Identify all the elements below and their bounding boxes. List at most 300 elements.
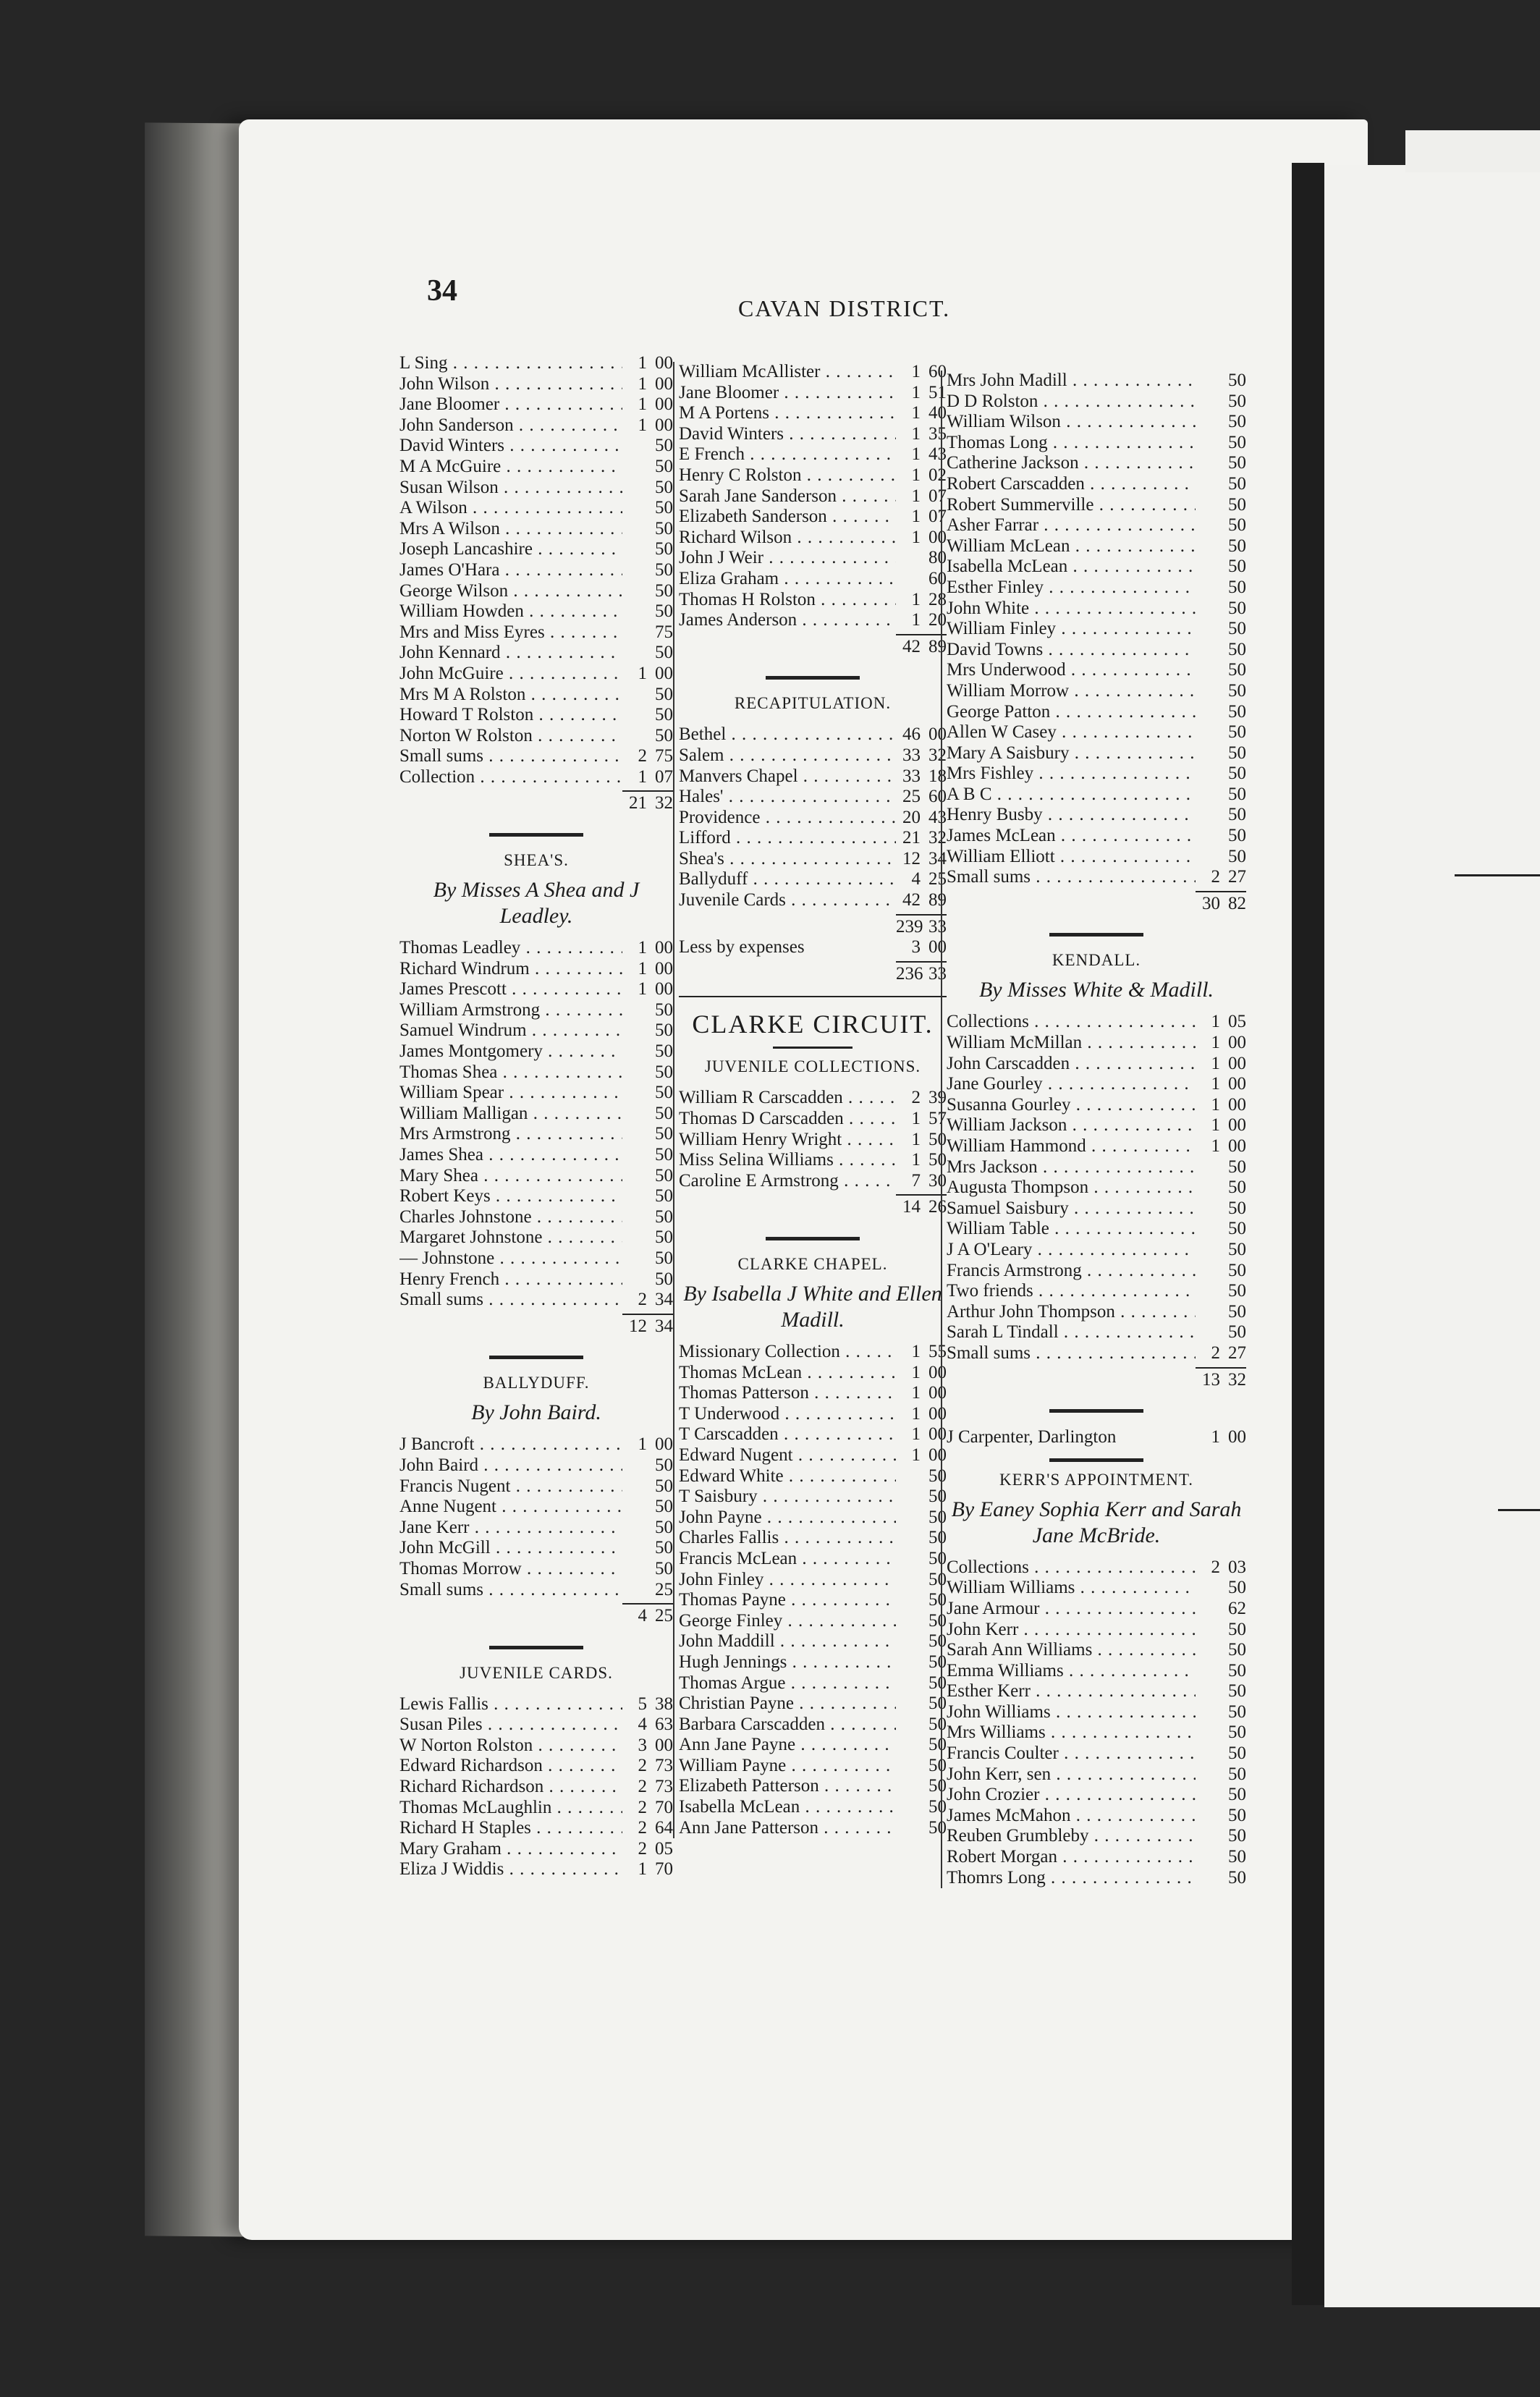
entry-cents: 05	[1228, 1012, 1246, 1032]
entry-row	[947, 1785, 1246, 1806]
entry-name: Thomas Morrow . . .	[399, 1559, 622, 1579]
entry-row	[399, 1166, 673, 1187]
entry-cents: 50	[655, 498, 673, 518]
entry-dollars: 1	[638, 979, 647, 999]
entry-cents: 50	[928, 1150, 947, 1170]
entry-name: Miss Selina Williams . . .	[679, 1150, 896, 1170]
entry-row	[947, 1343, 1246, 1364]
entry-name: Jane Bloomer . . .	[679, 383, 896, 403]
entry-name: Thomas Leadley . . .	[399, 938, 622, 958]
entry-name: Mrs Williams . . .	[947, 1722, 1196, 1743]
entry-name: Thomrs Long . . .	[947, 1868, 1196, 1888]
entry-name: Margaret Johnstone . . .	[399, 1227, 622, 1248]
entry-dollars: 13	[1202, 1369, 1220, 1390]
entry-cents: 50	[1228, 1681, 1246, 1701]
entry-name: Caroline E Armstrong . . .	[679, 1171, 896, 1191]
entry-cents: 07	[928, 507, 947, 527]
entry-name: William Table . . .	[947, 1219, 1196, 1239]
entry-name: James Shea . . .	[399, 1145, 622, 1165]
entry-name: Charles Johnstone . . .	[399, 1207, 622, 1227]
entry-row	[947, 1826, 1246, 1847]
entry-cents: 25	[655, 1606, 673, 1626]
entry-dollars: 5	[638, 1694, 647, 1714]
subscription-list	[399, 938, 673, 1311]
entry-cents: 50	[1228, 473, 1246, 494]
entry-name: William Armstrong . . .	[399, 1000, 622, 1020]
entry-row	[399, 519, 673, 540]
entry-row	[679, 1130, 947, 1151]
entry-name: Thomas Argue . . .	[679, 1673, 896, 1694]
entry-row	[679, 724, 947, 745]
entry-row	[947, 1557, 1246, 1578]
section-rule	[1049, 933, 1143, 937]
entry-name: Susan Wilson . . .	[399, 478, 622, 498]
entry-name: M A Portens . . .	[679, 403, 896, 423]
entry-cents: 50	[928, 1569, 947, 1589]
section-rule	[489, 1646, 583, 1649]
entry-cents: 50	[655, 456, 673, 476]
entry-dollars: 2	[638, 1756, 647, 1776]
entry-name: James O'Hara . . .	[399, 560, 622, 580]
page-tab	[1405, 130, 1540, 172]
entry-dollars: 33	[902, 766, 921, 786]
entry-row	[947, 392, 1246, 413]
entry-row	[947, 1620, 1246, 1641]
entry-name: — Johnstone . . .	[399, 1248, 622, 1269]
entry-cents: 50	[1228, 1660, 1246, 1681]
entry-row	[399, 1715, 673, 1736]
entry-dollars: 2	[1211, 867, 1220, 887]
entry-cents: 50	[928, 1694, 947, 1714]
entry-row	[679, 1776, 947, 1797]
entry-name: William McAllister . . .	[679, 362, 896, 382]
entry-row	[947, 894, 1246, 915]
entry-cents: 50	[655, 580, 673, 601]
entry-row	[947, 1322, 1246, 1343]
entry-cents: 50	[1228, 1578, 1246, 1598]
entry-cents: 43	[928, 807, 947, 827]
entry-row	[947, 1136, 1246, 1157]
entry-name: Elizabeth Sanderson . . .	[679, 507, 896, 527]
entry-cents: 60	[928, 787, 947, 807]
subscription-list	[947, 1012, 1246, 1364]
collectors-line: By Eaney Sophia Kerr and Sarah Jane McBride.	[951, 1497, 1242, 1547]
entry-cents: 07	[928, 486, 947, 506]
section-heading: KENDALL.	[1052, 951, 1141, 970]
entry-row	[947, 599, 1246, 620]
entry-row	[399, 436, 673, 457]
entry-row	[399, 1290, 673, 1311]
entry-row	[947, 1640, 1246, 1661]
entry-row	[947, 826, 1246, 847]
entry-name: T Underwood . . .	[679, 1404, 896, 1424]
entry-row	[679, 424, 947, 445]
entry-cents: 00	[1228, 1074, 1246, 1094]
entry-dollars: 4	[911, 869, 921, 889]
entry-row	[399, 1000, 673, 1021]
entry-cents: 02	[928, 465, 947, 485]
entry-cents: 50	[1228, 1178, 1246, 1198]
entry-cents: 73	[655, 1756, 673, 1776]
entry-dollars: 1	[911, 1362, 921, 1382]
entry-dollars: 14	[902, 1197, 921, 1217]
entry-cents: 34	[655, 1316, 673, 1336]
entry-name: Samuel Windrum . . .	[399, 1020, 622, 1041]
entry-row	[947, 1722, 1246, 1743]
entry-row	[679, 1197, 947, 1218]
entry-cents: 50	[1228, 494, 1246, 515]
entry-row	[679, 869, 947, 890]
entry-name: John Wilson . . .	[399, 374, 622, 394]
entry-dollars: 12	[629, 1316, 647, 1336]
column-2	[673, 362, 947, 1838]
entry-dollars: 1	[911, 444, 921, 465]
entry-name: William R Carscadden . . .	[679, 1088, 896, 1108]
entry-row	[947, 1302, 1246, 1323]
subscription-list	[947, 1557, 1246, 1889]
entry-row	[679, 1549, 947, 1570]
entry-row	[679, 808, 947, 829]
entry-row	[947, 536, 1246, 557]
entry-name: Shea's . . .	[679, 849, 896, 869]
entry-row	[399, 1316, 673, 1337]
entry-row	[399, 1227, 673, 1248]
entry-cents: 00	[655, 394, 673, 415]
entry-dollars: 1	[638, 373, 647, 394]
entry-cents: 50	[928, 1528, 947, 1548]
entry-row	[679, 1487, 947, 1508]
entry-name: Mrs A Wilson . . .	[399, 519, 622, 539]
section-total	[679, 1197, 947, 1218]
entry-name: Francis McLean . . .	[679, 1549, 896, 1569]
sum-line	[896, 961, 947, 963]
entry-dollars: 21	[629, 793, 647, 813]
entry-cents: 50	[1228, 1219, 1246, 1239]
entry-cents: 00	[655, 958, 673, 978]
entry-name: Providence . . .	[679, 808, 896, 828]
entry-cents: 50	[1228, 1619, 1246, 1639]
entry-name: Henry C Rolston . . .	[679, 465, 896, 486]
entry-name: William Payne . . .	[679, 1756, 896, 1776]
entry-cents: 62	[1228, 1598, 1246, 1618]
entry-cents: 32	[928, 745, 947, 765]
section-heading: KERR'S APPOINTMENT.	[999, 1470, 1194, 1489]
entry-cents: 60	[928, 362, 947, 381]
circuit-heading: CLARKE CIRCUIT.	[692, 1010, 934, 1039]
entry-name: James Anderson . . .	[679, 610, 896, 630]
entry-name: Ann Jane Patterson . . .	[679, 1818, 896, 1838]
entry-cents: 32	[655, 793, 673, 813]
subscription-list	[679, 362, 947, 631]
entry-dollars: 1	[1211, 1115, 1220, 1136]
entry-dollars: 3	[911, 937, 921, 957]
entry-cents: 27	[1228, 867, 1246, 887]
entry-name: David Winters . . .	[399, 436, 622, 456]
entry-name: John Baird . . .	[399, 1455, 622, 1476]
entry-cents: 50	[1228, 1260, 1246, 1280]
entry-name: Small sums . . .	[947, 1343, 1196, 1364]
entry-cents: 82	[1228, 893, 1246, 913]
entry-row	[947, 867, 1246, 888]
entry-name: Mary Shea . . .	[399, 1166, 622, 1186]
entry-cents: 00	[655, 663, 673, 683]
right-page	[1324, 165, 1540, 2307]
entry-row	[679, 1171, 947, 1192]
entry-cents: 50	[1228, 577, 1246, 597]
entry-name: Mary A Saisbury . . .	[947, 743, 1196, 764]
entry-name: Francis Nugent . . .	[399, 1476, 622, 1497]
entry-row	[947, 1427, 1246, 1448]
entry-cents: 50	[1228, 1785, 1246, 1805]
entry-name: Small sums . . .	[399, 1580, 622, 1600]
entry-dollars: 1	[638, 766, 647, 787]
entry-row	[679, 745, 947, 766]
entry-row	[679, 1590, 947, 1611]
entry-cents: 50	[1228, 826, 1246, 846]
entry-name: Elizabeth Patterson . . .	[679, 1776, 896, 1796]
entry-row	[947, 1157, 1246, 1178]
entry-cents: 50	[655, 1497, 673, 1517]
entry-cents: 40	[928, 403, 947, 423]
entry-cents: 55	[928, 1342, 947, 1361]
entry-name: William McLean . . .	[947, 536, 1196, 557]
entry-name: J Bancroft . . .	[399, 1434, 622, 1455]
entry-row	[399, 1062, 673, 1083]
entry-row	[947, 702, 1246, 723]
column-3	[941, 371, 1246, 1888]
entry-row	[679, 1631, 947, 1652]
entry-name: Emma Williams . . .	[947, 1661, 1196, 1681]
entry-name: Thomas Patterson . . .	[679, 1383, 896, 1403]
entry-cents: 00	[655, 1434, 673, 1455]
entry-row	[399, 601, 673, 622]
entry-name: T Saisbury . . .	[679, 1487, 896, 1507]
section-total	[399, 1606, 673, 1627]
entry-row	[399, 353, 673, 374]
entry-cents: 50	[655, 1517, 673, 1537]
entry-name: Susan Piles . . .	[399, 1715, 622, 1735]
entry-dollars: 7	[911, 1170, 921, 1191]
entry-name: William Howden . . .	[399, 601, 622, 622]
entry-row	[947, 1764, 1246, 1785]
entry-row	[399, 938, 673, 959]
entry-cents: 18	[928, 766, 947, 786]
entry-row	[399, 1736, 673, 1756]
entry-row	[679, 890, 947, 911]
entry-name: Thomas D Carscadden . . .	[679, 1109, 896, 1129]
entry-name: Isabella McLean . . .	[679, 1797, 896, 1817]
entry-dollars: 1	[638, 415, 647, 435]
entry-name: Richard Richardson . . .	[399, 1777, 622, 1797]
entry-row	[679, 1528, 947, 1549]
entry-cents: 50	[1228, 743, 1246, 763]
entry-cents: 89	[928, 890, 947, 910]
entry-row	[399, 1756, 673, 1777]
entry-name: Sarah Jane Sanderson . . .	[679, 486, 896, 507]
entry-row	[947, 515, 1246, 536]
entry-name: William Elliott . . .	[947, 847, 1196, 867]
entry-name: Thomas Shea . . .	[399, 1062, 622, 1083]
entry-row	[399, 374, 673, 395]
entry-row	[399, 1145, 673, 1166]
entry-cents: 50	[655, 1124, 673, 1144]
entry-name: Sarah L Tindall . . .	[947, 1322, 1196, 1343]
entry-name: David Winters . . .	[679, 424, 896, 444]
entry-row	[947, 1661, 1246, 1682]
entry-cents: 50	[655, 559, 673, 580]
subscription-list	[399, 353, 673, 787]
entry-row	[399, 685, 673, 706]
entry-cents: 70	[655, 1797, 673, 1817]
entry-dollars: 1	[911, 382, 921, 402]
entry-dollars: 1	[911, 465, 921, 485]
entry-name: David Towns . . .	[947, 640, 1196, 660]
entry-name: John Crozier . . .	[947, 1785, 1196, 1805]
entry-dollars: 236	[896, 963, 923, 984]
entry-row	[947, 557, 1246, 578]
entry-dollars: 1	[911, 527, 921, 547]
entry-cents: 26	[928, 1197, 947, 1217]
entry-row	[399, 1041, 673, 1062]
entry-name: Jane Bloomer . . .	[399, 394, 622, 415]
entry-cents: 50	[928, 1548, 947, 1568]
entry-row	[399, 979, 673, 1000]
sum-line	[1196, 1367, 1246, 1369]
entry-name: Collection . . .	[399, 767, 622, 787]
entry-name: Norton W Rolston . . .	[399, 726, 622, 746]
entry-cents: 27	[1228, 1343, 1246, 1363]
entry-row	[679, 486, 947, 507]
entry-cents: 34	[655, 1290, 673, 1310]
entry-cents: 70	[655, 1859, 673, 1880]
entry-dollars: 3	[638, 1735, 647, 1755]
entry-row	[399, 1476, 673, 1497]
entry-cents: 32	[1228, 1369, 1246, 1390]
entry-name: Bethel . . .	[679, 724, 896, 745]
entry-name: Lewis Fallis . . .	[399, 1694, 622, 1715]
entry-row	[679, 1404, 947, 1425]
recap-list	[679, 724, 947, 910]
entry-name: Christian Payne . . .	[679, 1694, 896, 1714]
entry-cents: 00	[1228, 1136, 1246, 1156]
entry-cents: 00	[1228, 1033, 1246, 1053]
entry-name: Asher Farrar . . .	[947, 515, 1196, 536]
subscription-list	[679, 1342, 947, 1838]
entry-row	[399, 1818, 673, 1839]
entry-row	[679, 444, 947, 465]
entry-dollars: 42	[902, 890, 921, 910]
entry-row	[399, 643, 673, 664]
entry-name: A B C . . .	[947, 785, 1196, 805]
entry-cents: 00	[655, 979, 673, 999]
entry-cents: 50	[1228, 805, 1246, 825]
entry-name: Ann Jane Payne . . .	[679, 1735, 896, 1755]
entry-cents: 73	[655, 1777, 673, 1797]
entry-cents: 50	[928, 1817, 947, 1838]
entry-cents: 00	[928, 1445, 947, 1465]
entry-row	[947, 1847, 1246, 1868]
entry-name: Henry Busby . . .	[947, 805, 1196, 825]
entry-dollars: 1	[911, 486, 921, 506]
entry-name: William McMillan . . .	[947, 1033, 1196, 1053]
entry-name: Mrs Underwood . . .	[947, 660, 1196, 680]
entry-name: Collections . . .	[947, 1557, 1196, 1578]
entry-dollars: 239	[896, 916, 923, 937]
entry-cents: 50	[928, 1755, 947, 1775]
entry-cents: 50	[1228, 1157, 1246, 1177]
entry-name: Mrs Armstrong . . .	[399, 1124, 622, 1144]
entry-row	[947, 371, 1246, 392]
entry-dollars: 1	[638, 938, 647, 958]
section-rule	[766, 1237, 860, 1240]
entry-name: Jane Armour . . .	[947, 1599, 1196, 1619]
entry-name: Small sums . . .	[399, 746, 622, 766]
entry-cents: 50	[1228, 432, 1246, 452]
entry-row	[399, 1020, 673, 1041]
entry-cents: 50	[655, 1269, 673, 1289]
entry-cents: 50	[1228, 1722, 1246, 1743]
entry-dollars: 2	[911, 1088, 921, 1108]
entry-name: M A McGuire . . .	[399, 457, 622, 477]
entry-row	[679, 1363, 947, 1384]
entry-name: Francis Coulter . . .	[947, 1743, 1196, 1764]
entry-row	[679, 1694, 947, 1715]
section-rule	[489, 1356, 583, 1359]
entry-dollars: 2	[638, 1818, 647, 1838]
entry-cents: 50	[655, 999, 673, 1020]
entry-cents: 50	[1228, 1701, 1246, 1722]
entry-name: Esther Kerr . . .	[947, 1681, 1196, 1701]
entry-name: Edward Nugent . . .	[679, 1445, 896, 1466]
entry-row	[679, 1088, 947, 1109]
entry-name: James McMahon . . .	[947, 1806, 1196, 1826]
entry-row	[679, 548, 947, 569]
entry-row	[679, 1673, 947, 1694]
entry-dollars: 2	[638, 1838, 647, 1859]
entry-row	[679, 1383, 947, 1404]
entry-cents: 50	[1228, 536, 1246, 556]
entry-cents: 50	[1228, 1743, 1246, 1764]
entry-cents: 50	[655, 725, 673, 745]
section-rule	[1049, 1458, 1143, 1462]
entry-cents: 28	[928, 589, 947, 609]
entry-name: Robert Keys . . .	[399, 1186, 622, 1206]
entry-dollars: 2	[1211, 1557, 1220, 1577]
entry-row	[679, 1715, 947, 1736]
entry-name: E French . . .	[679, 444, 896, 465]
entry-name: T Carscadden . . .	[679, 1424, 896, 1445]
entry-name: Collections . . .	[947, 1012, 1196, 1032]
entry-cents: 20	[928, 610, 947, 630]
entry-cents: 50	[655, 518, 673, 538]
entry-name: George Patton . . .	[947, 702, 1196, 722]
entry-cents: 50	[655, 1145, 673, 1164]
entry-cents: 50	[1228, 639, 1246, 659]
right-page-rule	[1455, 874, 1540, 876]
entry-cents: 50	[928, 1129, 947, 1149]
entry-row	[947, 805, 1246, 826]
entry-cents: 50	[655, 1538, 673, 1558]
entry-name: John Carscadden . . .	[947, 1054, 1196, 1074]
entry-row	[947, 1806, 1246, 1827]
entry-cents: 50	[928, 1735, 947, 1755]
entry-cents: 50	[655, 1103, 673, 1123]
entry-dollars: 1	[911, 507, 921, 527]
entry-name: John Williams . . .	[947, 1702, 1196, 1722]
entry-cents: 50	[655, 1476, 673, 1496]
entry-row	[947, 660, 1246, 681]
entry-name: George Finley . . .	[679, 1611, 896, 1631]
